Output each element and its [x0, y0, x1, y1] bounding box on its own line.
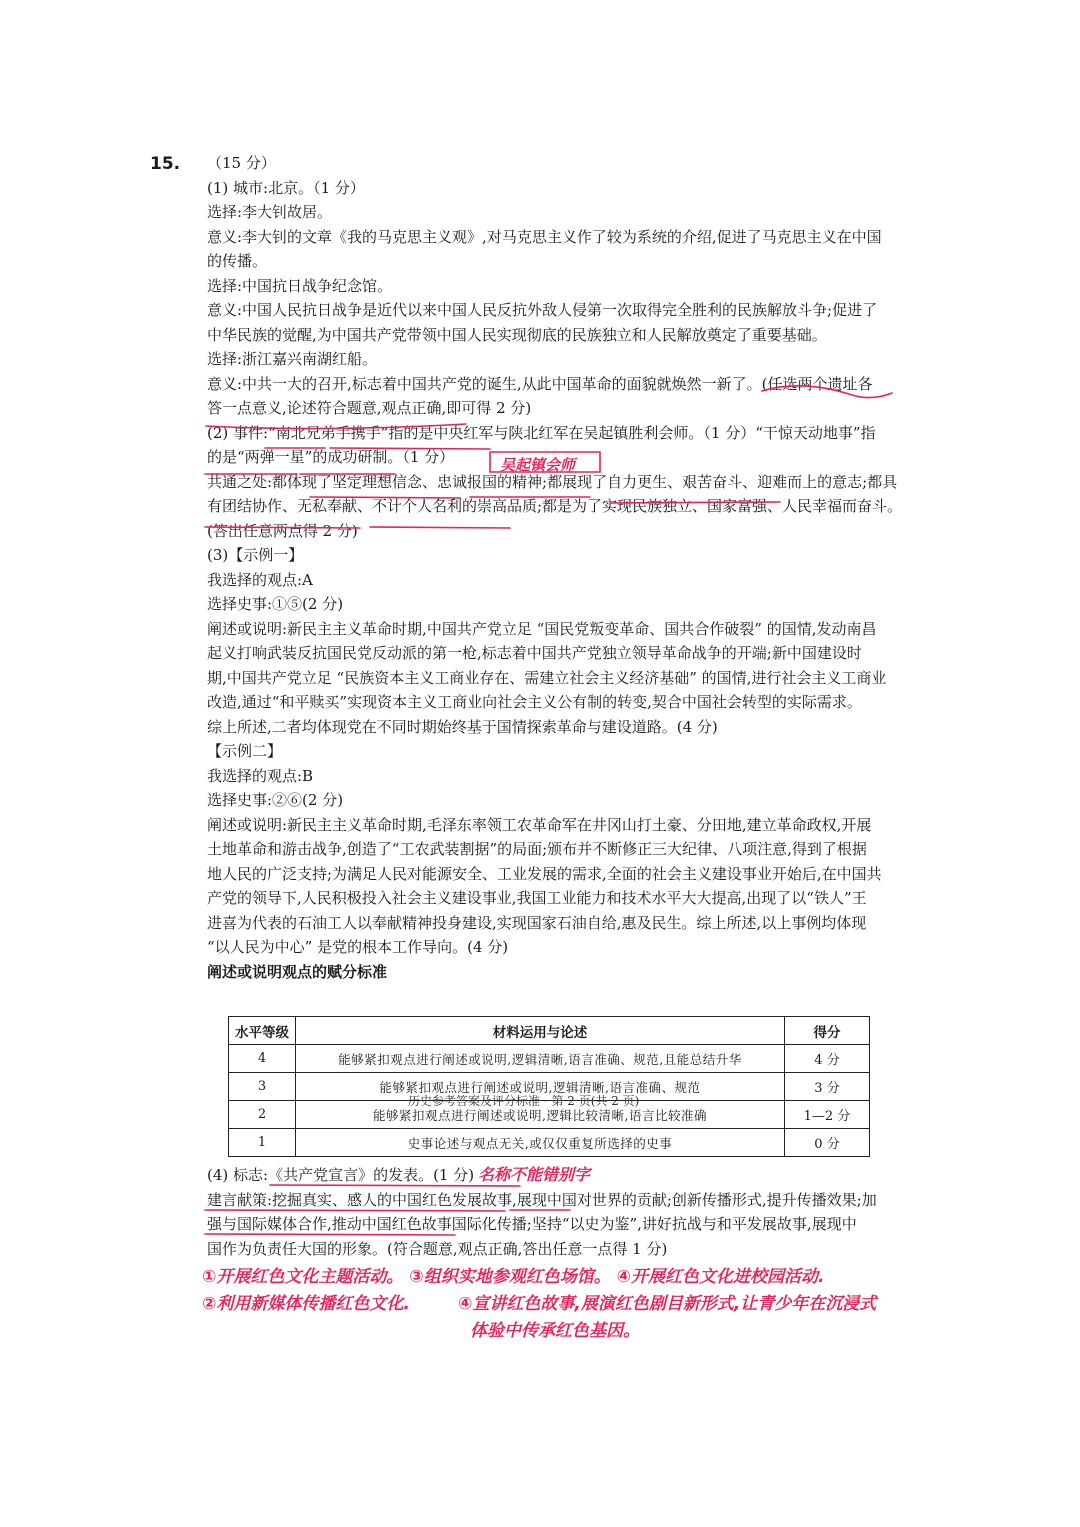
part1-choice1: 选择:李大钊故居。: [207, 203, 333, 221]
part3-example1-title: (3)【示例一】: [207, 546, 304, 564]
handwritten-note-name: 名称不能错别字: [478, 1165, 591, 1184]
row-criteria: 史事论述与观点无关,或仅仅重复所选择的史事: [296, 1129, 785, 1157]
handwritten-line-4: 体验中传承红色基因。: [470, 1321, 640, 1341]
row-level: 2: [229, 1101, 296, 1129]
part1-meaning2a: 意义:中国人民抗日战争是近代以来中国人民反抗外敌人侵第一次取得完全胜利的民族解放斗争;促进了: [207, 301, 878, 319]
score-standard-title: 阐述或说明观点的赋分标准: [207, 962, 388, 981]
part3-example1-a: 阐述或说明:新民主主义革命时期,中国共产党立足 “国民党叛变革命、国共合作破裂” 的国情,发动南昌: [207, 619, 877, 638]
pen-underline: [206, 424, 466, 429]
row-level: 4: [229, 1045, 296, 1073]
page-footer: 历史参考答案及评分标准 · 第 2 页(共 2 页): [408, 1094, 640, 1108]
part4-sign: (4) 标志:《共产党宣言》的发表。(1 分): [207, 1166, 475, 1184]
row-criteria: 能够紧扣观点进行阐述或说明,逻辑比较清晰,语言比较准确: [296, 1101, 785, 1129]
pen-underline: [270, 1185, 520, 1186]
handwritten-line-2: ②利用新媒体传播红色文化.: [202, 1294, 410, 1314]
part3-example1-facts: 选择史事:①⑤(2 分): [207, 595, 344, 613]
part4-advice-b: 强与国际媒体合作,推动中国红色故事国际化传播;坚持“以史为鉴”,讲好抗战与和平发展故事,展现中: [207, 1215, 857, 1233]
question-number: 15.: [150, 154, 181, 174]
pen-squiggle: [762, 386, 892, 398]
header-criteria: 材料运用与论述: [296, 1017, 785, 1045]
part1-meaning3b: 答一点意义,论述符合题意,观点正确,即可得 2 分): [207, 399, 532, 417]
row-score: 1—2 分: [785, 1101, 870, 1129]
row-score: 0 分: [785, 1129, 870, 1157]
part3-example2-title: 【示例二】: [207, 742, 283, 760]
part1-choice3: 选择:浙江嘉兴南湖红船。: [207, 350, 378, 368]
row-level: 1: [229, 1129, 296, 1157]
pen-underline: [265, 448, 490, 449]
header-level: 水平等级: [229, 1017, 296, 1045]
row-score: 4 分: [785, 1045, 870, 1073]
pen-underline: [205, 1234, 455, 1235]
pen-underline: [610, 502, 780, 503]
question-points: （15 分）: [207, 154, 276, 172]
part3-example2-c: 地人民的广泛支持;为满足人民对能源安全、工业发展的需求,全面的社会主义建设事业开始后,在中国共: [207, 864, 882, 883]
row-score: 3 分: [785, 1073, 870, 1101]
row-level: 3: [229, 1073, 296, 1101]
part3-example1-c: 期,中国共产党立足 “民族资本主义工商业存在、需建立社会主义经济基础” 的国情,进行社会主义工商业: [207, 668, 887, 687]
row-criteria: 能够紧扣观点进行阐述或说明,逻辑清晰,语言准确、规范: [296, 1073, 785, 1101]
part2-event-a: (2) 事件:“南北兄弟手携手”指的是中央红军与陕北红军在吴起镇胜利会师。（1 分）“干惊天动地事”指: [207, 423, 876, 442]
row-criteria: 能够紧扣观点进行阐述或说明,逻辑清晰,语言准确、规范,且能总结升华: [296, 1045, 785, 1073]
part2-common-c: (答出任意两点得 2 分): [207, 521, 358, 540]
part3-example2-b: 土地革命和游击战争,创造了“工农武装割据”的局面;颁布并不断修正三大纪律、八项注意,得到了根据: [207, 840, 867, 858]
handwritten-line-3: ④宣讲红色故事,展演红色剧目新形式,让青少年在沉浸式: [458, 1294, 877, 1314]
part4-advice-c: 国作为负责任大国的形象。(符合题意,观点正确,答出任意一点得 1 分): [207, 1239, 668, 1258]
part2-common-b: 有团结协作、无私奉献、不计个人名利的崇高品质;都是为了实现民族独立、国家富强、人民幸福而奋斗。: [207, 497, 903, 515]
part3-example2-a: 阐述或说明:新民主主义革命时期,毛泽东率领工农革命军在井冈山打土豪、分田地,建立革命政权,开展: [207, 815, 872, 834]
pen-underline: [205, 527, 510, 528]
part3-example2-e: 进喜为代表的石油工人以奉献精神投身建设,实现国家石油自给,惠及民生。综上所述,以上事例均体现: [207, 913, 867, 932]
part3-example1-e: 综上所述,二者均体现党在不同时期始终基于国情探索革命与建设道路。(4 分): [207, 717, 718, 736]
part2-event-b: 的是“两弹一星”的成功研制。（1 分）: [207, 448, 455, 466]
part1-meaning2b: 中华民族的觉醒,为中国共产党带领中国人民实现彻底的民族独立和人民解放奠定了重要基础。: [207, 325, 827, 344]
part3-example2-f: “以人民为中心” 是党的根本工作导向。(4 分): [207, 938, 509, 956]
part2-common-a: 共通之处:都体现了坚定理想信念、忠诚报国的精神;都展现了自力更生、艰苦奋斗、迎难而上的意志;都具: [207, 472, 898, 491]
part3-example1-d: 改造,通过“和平赎买”实现资本主义工商业向社会主义公有制的转变,契合中国社会转型的实际需求。: [207, 693, 862, 711]
part3-example2-view: 我选择的观点:B: [207, 766, 314, 785]
handwritten-line-1: ①开展红色文化主题活动。 ③组织实地参观红色场馆。 ④开展红色文化进校园活动.: [202, 1267, 825, 1287]
part1-meaning3a: 意义:中共一大的召开,标志着中国共产党的诞生,从此中国革命的面貌就焕然一新了。(任选两个遗址各: [207, 374, 873, 393]
pen-underline: [205, 1210, 570, 1211]
header-score: 得分: [785, 1017, 870, 1045]
part1-choice2: 选择:中国抗日战争纪念馆。: [207, 276, 393, 295]
part1-meaning1a: 意义:李大钊的文章《我的马克思主义观》,对马克思主义作了较为系统的介绍,促进了马克思主义在中国: [207, 227, 882, 246]
part3-example1-b: 起义打响武装反抗国民党反动派的第一枪,标志着中国共产党独立领导革命战争的开端;新中国建设时: [207, 644, 862, 662]
handwritten-note-meeting: 吴起镇会师: [500, 456, 576, 474]
part3-example2-facts: 选择史事:②⑥(2 分): [207, 791, 344, 809]
part3-example2-d: 产党的领导下,人民积极投入社会主义建设事业,我国工业能力和技术水平大大提高,出现了以“铁人”王: [207, 889, 867, 907]
part1-city: (1) 城市:北京。（1 分）: [207, 178, 365, 197]
part4-advice-a: 建言献策:挖掘真实、感人的中国红色发展故事,展现中国对世界的贡献;创新传播形式,提升传播效果;加: [207, 1190, 877, 1209]
pen-underline: [310, 497, 590, 498]
part3-example1-view: 我选择的观点:A: [207, 570, 313, 589]
part1-meaning1b: 的传播。: [207, 252, 268, 270]
